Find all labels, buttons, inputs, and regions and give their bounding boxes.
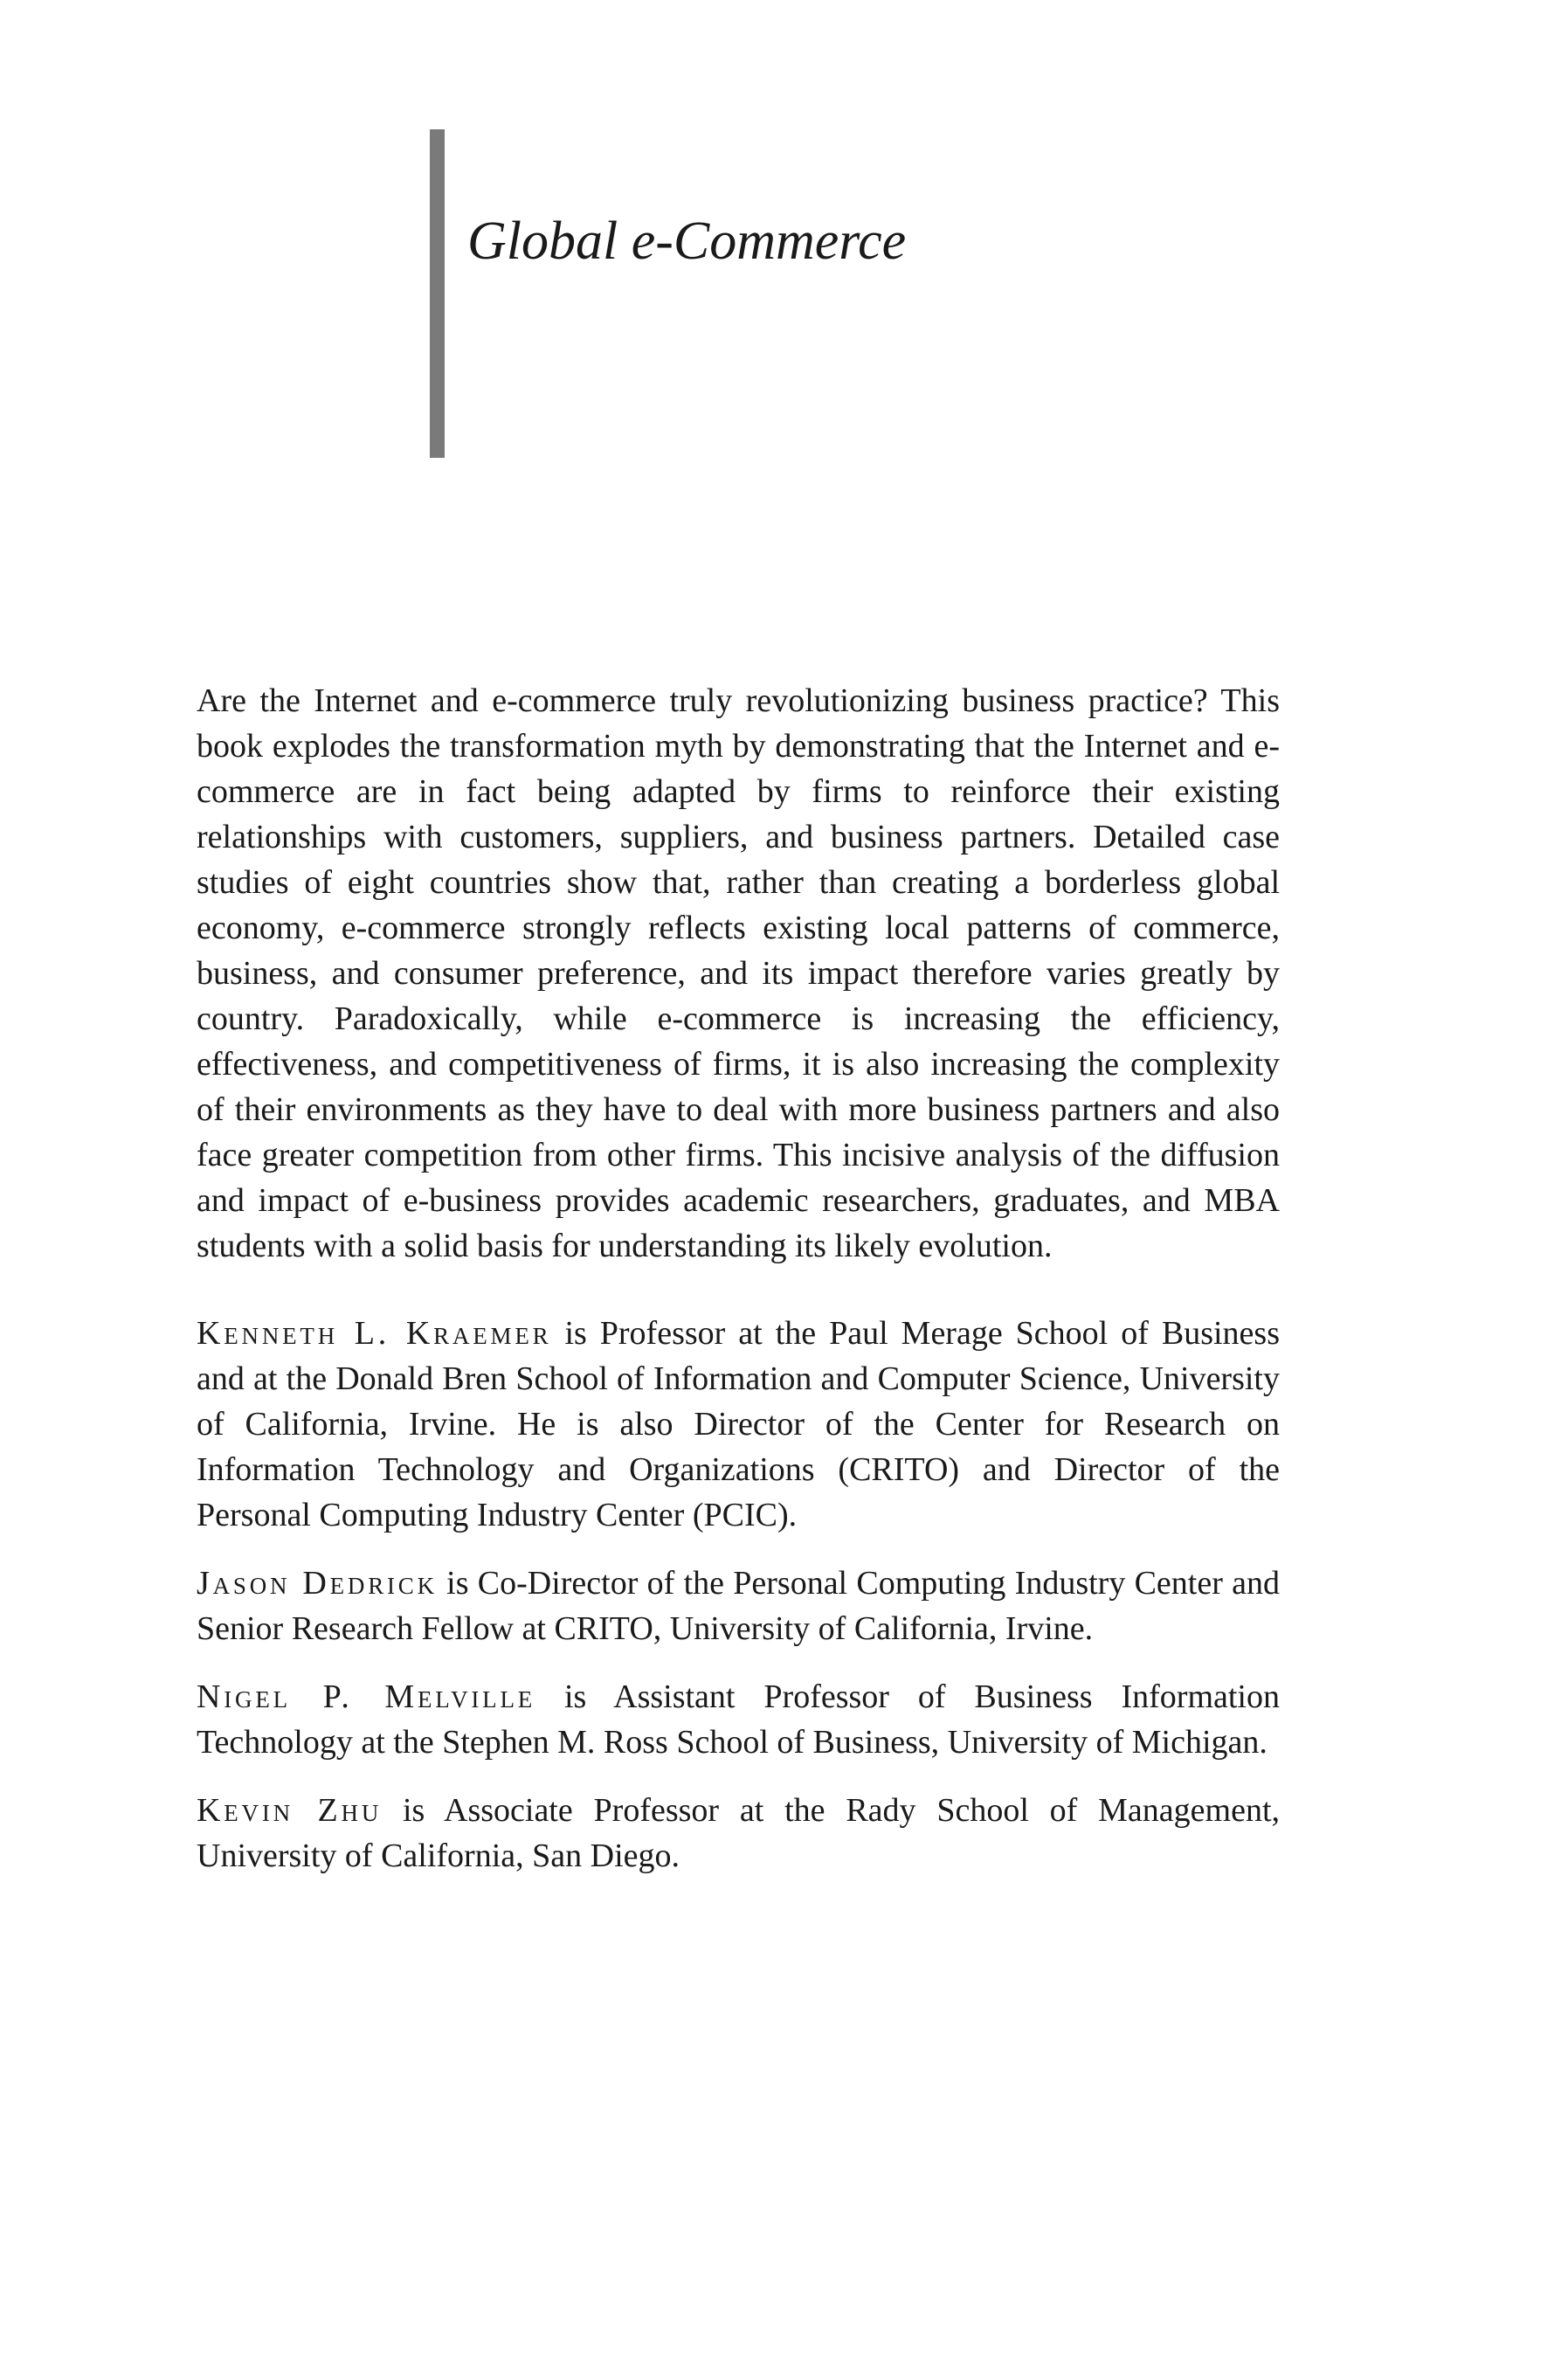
author-name: Kenneth L. Kraemer xyxy=(197,1315,552,1352)
author-bio-text: is Associate Professor at the Rady School of Management, University of California, San Diego. xyxy=(197,1792,1281,1874)
book-title: Global e-Commerce xyxy=(467,211,907,271)
author-bio-kraemer xyxy=(197,1311,1280,1538)
author-bio-text: is Assistant Professor of Business Information Technology at the Stephen M. Ross School of Business, University of Michigan. xyxy=(197,1678,1280,1761)
author-bio-melville xyxy=(197,1674,1280,1765)
author-bio-dedrick xyxy=(197,1561,1280,1651)
author-name: Nigel P. Melville xyxy=(197,1678,536,1715)
author-name: Kevin Zhu xyxy=(197,1792,383,1829)
author-name: Jason Dedrick xyxy=(197,1565,438,1602)
book-description: Are the Internet and e-commerce truly revolutionizing business practice? This book explodes the transformation myth by demonstrating that the Internet and e-commerce are in fact being adapted by firms to reinforce their existing relationships with customers, suppliers, and business partners. Detailed case studies of eight countries show that, rather than creating a borderless global economy, e-commerce strongly reflects existing local patterns of commerce, business, and consumer preference, and its impact therefore varies greatly by country. Paradoxically, while e-commerce is increasing the efficiency, effectiveness, and competitiveness of firms, it is also increasing the complexity of their environments as they have to deal with more business partners and also face greater competition from other firms. This incisive analysis of the diffusion and impact of e-business provides academic researchers, graduates, and MBA students with a solid basis for understanding its likely evolution. xyxy=(197,682,1280,1264)
author-bio-zhu xyxy=(197,1788,1280,1879)
page-content xyxy=(197,678,1280,1879)
author-bio-text: is Professor at the Paul Merage School of Business and at the Donald Bren School of Information and Computer Science, University of California, Irvine. He is also Director of the Center for Research on Information Technology and Organizations (CRITO) and Director of the Personal Computing Industry Center (PCIC). xyxy=(197,1315,1280,1533)
title-accent-bar xyxy=(430,129,445,458)
author-bio-text: is Co-Director of the Personal Computing Industry Center and Senior Research Fellow at CRITO, University of California, Irvine. xyxy=(197,1565,1281,1647)
